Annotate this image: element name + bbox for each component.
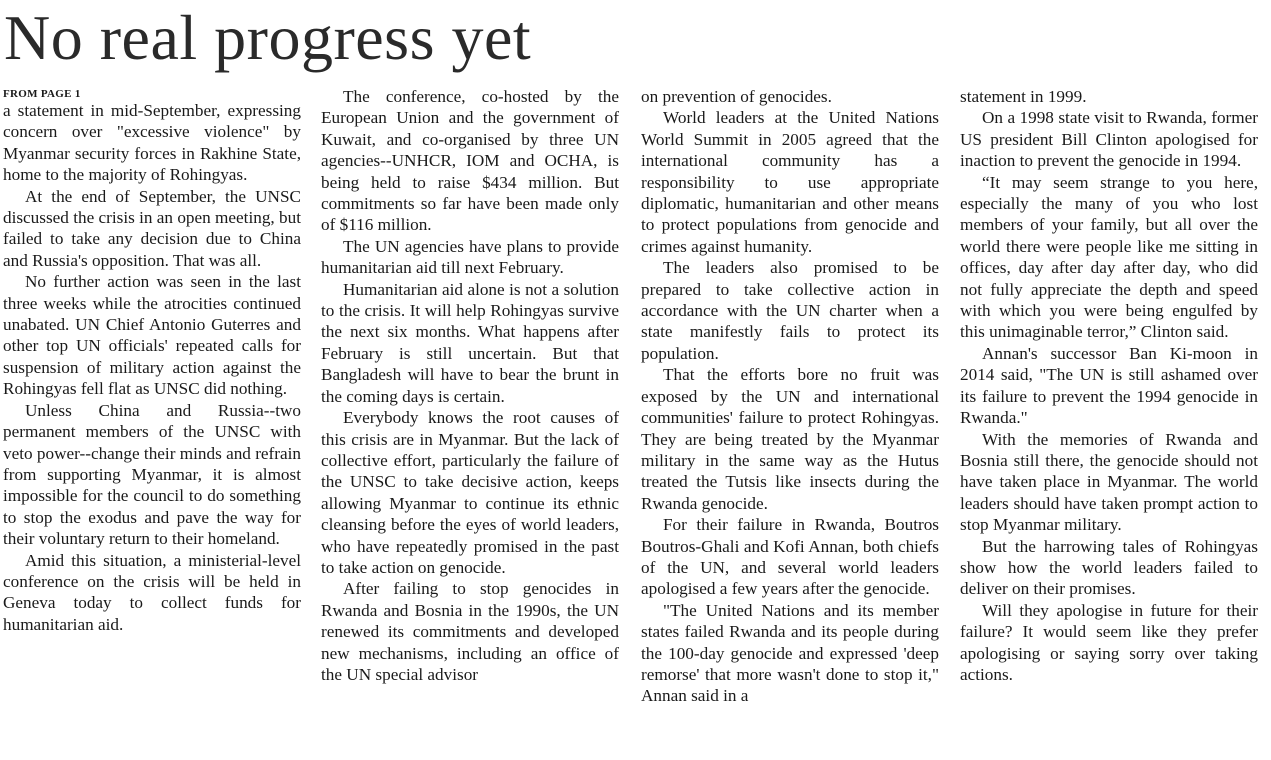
paragraph: That the efforts bore no fruit was exposed by the UN and international communities' failure to protect Rohingyas. They are being treated by the Myanmar military in the same way as the Hutus treated the Tutsis like insects during the Rwanda genocide. [641,365,939,513]
article-column-1 [3,86,301,635]
paragraph: The conference, co-hosted by the European Union and the government of Kuwait, and co-organised by three UN agencies--UNHCR, IOM and OCHA, is being held to raise $434 million. But commitments so far have been made only of $116 million. [321,87,619,235]
paragraph: statement in 1999. [960,87,1087,106]
paragraph: At the end of September, the UNSC discussed the crisis in an open meeting, but failed to take any decision due to China and Russia's opposition. That was all. [3,186,301,270]
paragraph: On a 1998 state visit to Rwanda, former US president Bill Clinton apologised for inaction to prevent the genocide in 1994. [960,108,1258,171]
paragraph: After failing to stop genocides in Rwanda and Bosnia in the 1990s, the UN renewed its commitments and developed new mechanisms, including an office of the UN special advisor [321,579,619,684]
headline: No real progress yet [4,2,532,73]
paragraph: The leaders also promised to be prepared to take collective action in accordance with the UN charter when a state manifestly fails to protect its population. [641,258,939,363]
paragraph: a statement in mid-September, expressing concern over "excessive violence" by Myanmar security forces in Rakhine State, home to the majority of Rohingyas. [3,101,301,185]
paragraph: World leaders at the United Nations World Summit in 2005 agreed that the international community has a responsibility to use appropriate diplomatic, humanitarian and other means to protect populations from genocide and crimes against humanity. [641,108,939,256]
article-column-3 [641,86,939,707]
paragraph: Everybody knows the root causes of this crisis are in Myanmar. But the lack of collective effort, particularly the failure of the UNSC to take decisive action, keeps allowing Myanmar to continue its ethnic cleansing before the eyes of world leaders, who have repeatedly promised in the past to take action on genocide. [321,408,619,577]
continuation-kicker: FROM PAGE 1 [3,88,81,100]
paragraph: Humanitarian aid alone is not a solution to the crisis. It will help Rohingyas survive the next six months. What happens after February is still uncertain. But that Bangladesh will have to bear the brunt in the coming days is certain. [321,279,619,406]
paragraph: Annan's successor Ban Ki-moon in 2014 said, "The UN is still ashamed over its failure to prevent the 1994 genocide in Rwanda." [960,343,1258,428]
paragraph: For their failure in Rwanda, Boutros Boutros-Ghali and Kofi Annan, both chiefs of the UN, and several world leaders apologised a few years after the genocide. [641,515,939,599]
paragraph: With the memories of Rwanda and Bosnia still there, the genocide should not have taken place in Myanmar. The world leaders should have taken prompt action to stop Myanmar military. [960,429,1258,535]
paragraph: Amid this situation, a ministerial-level conference on the crisis will be held in Geneva today to collect funds for humanitarian aid. [3,550,301,634]
paragraph: No further action was seen in the last three weeks while the atrocities continued unabated. UN Chief Antonio Guterres and other top UN officials' repeated calls for suspension of military action against the Rohingyas fell flat as UNSC did nothing. [3,272,301,399]
article-column-2 [321,86,619,685]
paragraph: on prevention of genocides. [641,87,832,106]
paragraph: The UN agencies have plans to provide humanitarian aid till next February. [321,236,619,278]
paragraph: Will they apologise in future for their failure? It would seem like they prefer apologising or saying sorry over taking actions. [960,600,1258,684]
paragraph: Unless China and Russia--two permanent members of the UNSC with veto power--change their minds and refrain from supporting Myanmar, it is almost impossible for the council to do something to stop the exodus and pave the way for their voluntary return to their homeland. [3,400,301,549]
article-column-4 [960,86,1258,685]
paragraph: "The United Nations and its member states failed Rwanda and its people during the 100-day genocide and expressed 'deep remorse' that more wasn't done to stop it," Annan said in a [641,600,939,706]
paragraph: “It may seem strange to you here, especially the many of you who lost members of your family, but all over the world there were people like me sitting in offices, day after day after day, who did not fully appreciate the depth and speed with which you were being engulfed by this unimaginable terror,” Clinton said. [960,172,1258,342]
paragraph: But the harrowing tales of Rohingyas show how the world leaders failed to deliver on their promises. [960,536,1258,599]
